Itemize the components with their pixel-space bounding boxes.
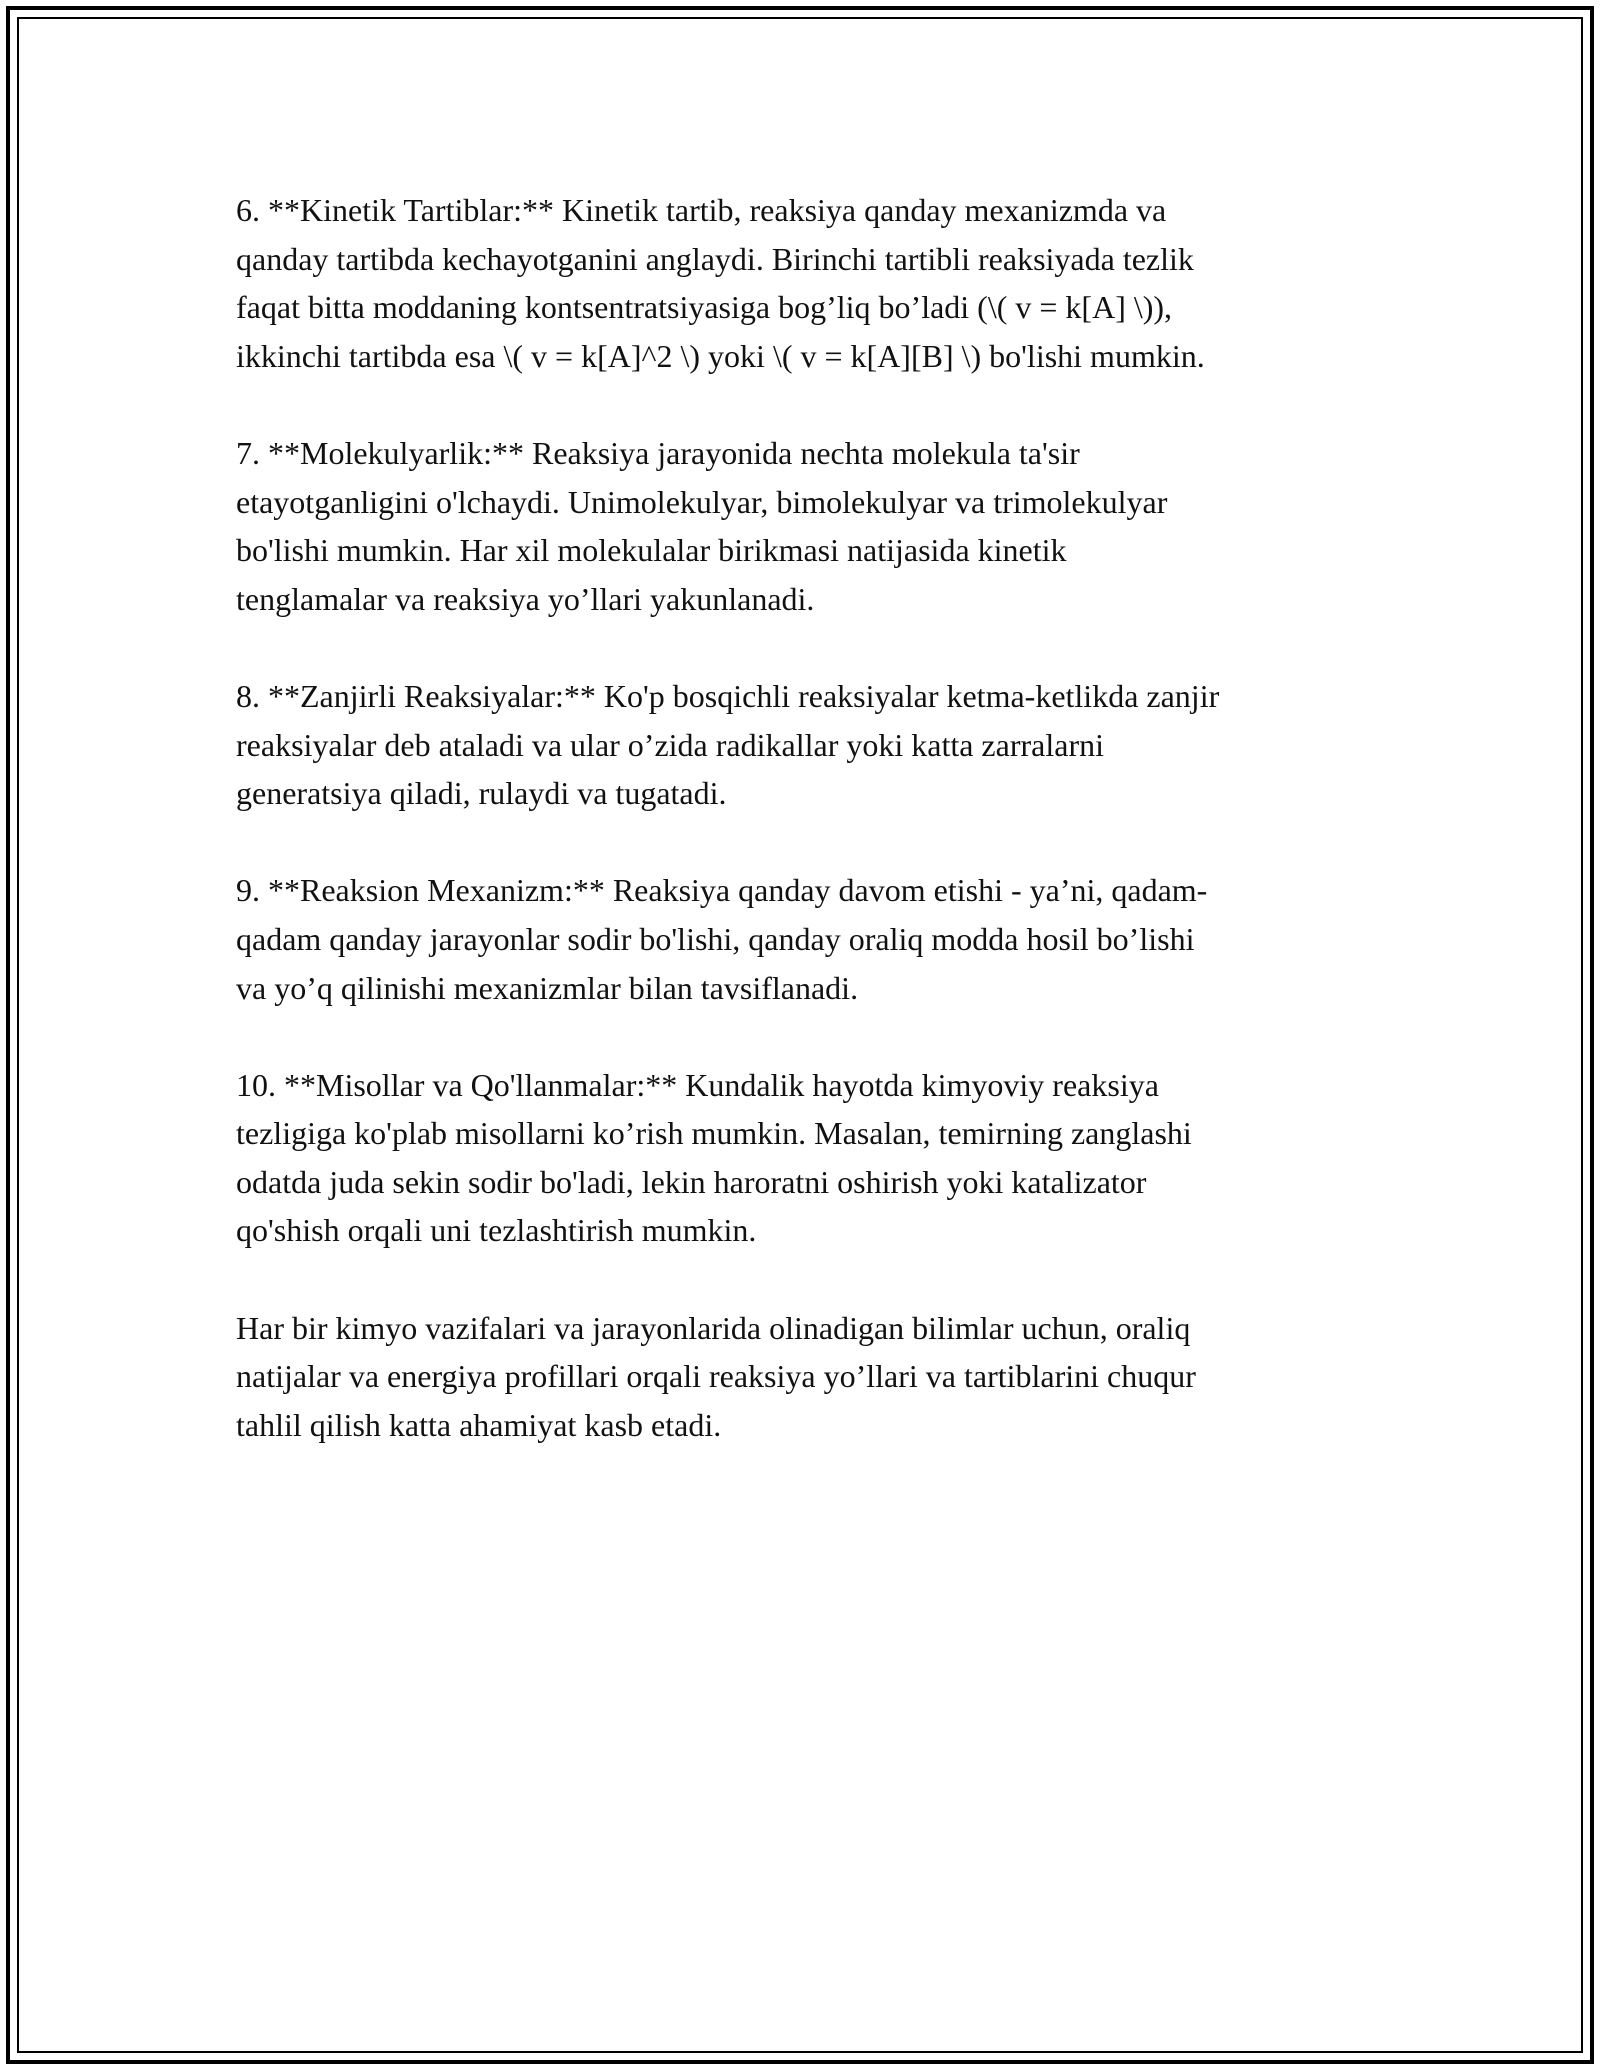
paragraph-conclusion [236, 1304, 1386, 1450]
text-line: 8. **Zanjirli Reaksiyalar:** Ko'p bosqichli reaksiyalar ketma-ketlikda zanjir [236, 677, 1220, 714]
text-line: etayotganligini o'lchaydi. Unimolekulyar, bimolekulyar va trimolekulyar [236, 483, 1168, 520]
text-line: 10. **Misollar va Qo'llanmalar:** Kundalik hayotda kimyoviy reaksiya [236, 1066, 1159, 1103]
text-line: bo'lishi mumkin. Har xil molekulalar birikmasi natijasida kinetik [236, 532, 1067, 569]
text-line: natijalar va energiya profillari orqali reaksiya yo’llari va tartiblarini chuqur [236, 1358, 1196, 1395]
paragraph-misollar [236, 1061, 1386, 1255]
text-line: tahlil qilish katta ahamiyat kasb etadi. [236, 1406, 722, 1443]
text-line: qanday tartibda kechayotganini anglaydi. Birinchi tartibli reaksiyada tezlik [236, 240, 1194, 277]
text-line: tenglamalar va reaksiya yo’llari yakunlanadi. [236, 580, 815, 617]
paragraph-molekulyarlik [236, 429, 1386, 623]
text-line: 9. **Reaksion Mexanizm:** Reaksiya qanday davom etishi - ya’ni, qadam- [236, 872, 1208, 909]
paragraph-reaksion-mexanizm [236, 866, 1386, 1012]
text-line: qadam qanday jarayonlar sodir bo'lishi, qanday oraliq modda hosil bo’lishi [236, 920, 1195, 957]
text-line: odatda juda sekin sodir bo'ladi, lekin haroratni oshirish yoki katalizator [236, 1163, 1147, 1200]
text-line: 6. **Kinetik Tartiblar:** Kinetik tartib, reaksiya qanday mexanizmda va [236, 192, 1167, 228]
paragraph-zanjirli-reaksiyalar [236, 672, 1386, 818]
text-line: va yo’q qilinishi mexanizmlar bilan tavsiflanadi. [236, 969, 859, 1006]
text-line: ikkinchi tartibda esa \( v = k[A]^2 \) yoki \( v = k[A][B] \) bo'lishi mumkin. [236, 337, 1205, 374]
text-line: qo'shish orqali uni tezlashtirish mumkin. [236, 1212, 757, 1249]
text-line: generatsiya qiladi, rulaydi va tugatadi. [236, 775, 727, 812]
document-body [236, 186, 1386, 1498]
text-line: faqat bitta moddaning kontsentratsiyasiga bog’liq bo’ladi (\( v = k[A] \)), [236, 289, 1173, 326]
text-line: reaksiyalar deb ataladi va ular o’zida radikallar yoki katta zarralarni [236, 726, 1104, 763]
text-line: Har bir kimyo vazifalari va jarayonlarida olinadigan bilimlar uchun, oraliq [236, 1309, 1191, 1346]
text-line: 7. **Molekulyarlik:** Reaksiya jarayonida nechta molekula ta'sir [236, 434, 1080, 471]
paragraph-kinetik-tartiblar [236, 186, 1386, 380]
text-line: tezligiga ko'plab misollarni ko’rish mumkin. Masalan, temirning zanglashi [236, 1115, 1192, 1152]
